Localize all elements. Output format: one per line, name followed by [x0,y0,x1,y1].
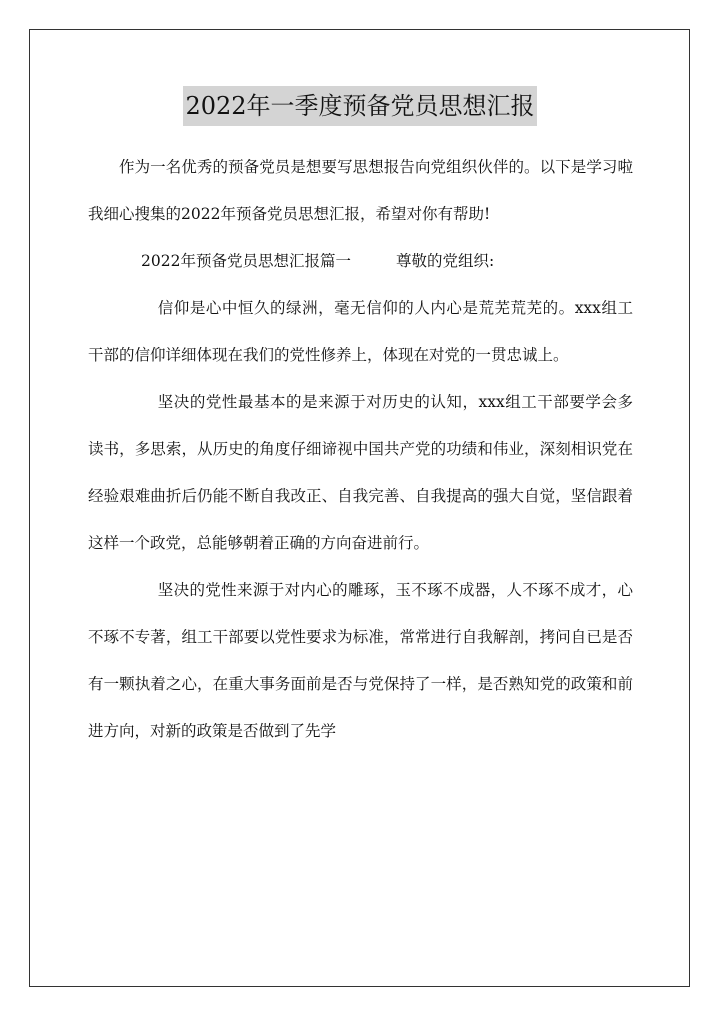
document-title: 2022年一季度预备党员思想汇报 [183,86,536,126]
body-paragraph-1: 信仰是心中恒久的绿洲，毫无信仰的人内心是荒芜荒芜的。xxx组工干部的信仰详细体现在我们的党性修养上，体现在对党的一贯忠诚上。 [88,299,633,364]
body-paragraph-2: 坚决的党性最基本的是来源于对历史的认知，xxx组工干部要学会多读书，多思索，从历史的角度仔细谛视中国共产党的功绩和伟业，深刻相识党在经验艰难曲折后仍能不断自我改正、自我完善、自我提高的强大自觉，坚信跟着这样一个政党，总能够朝着正确的方向奋进前行。 [88,393,633,552]
title-container [0,86,720,126]
document-body [88,144,633,755]
intro-paragraph: 作为一名优秀的预备党员是想要写思想报告向党组织伙伴的。以下是学习啦我细心搜集的2022年预备党员思想汇报，希望对你有帮助! [88,158,633,223]
salutation: 尊敬的党组织: [395,252,495,270]
section-heading-line [88,238,633,285]
section-heading: 2022年预备党员思想汇报篇一 [141,252,351,270]
body-paragraph-3: 坚决的党性来源于对内心的雕琢，玉不琢不成器，人不琢不成才，心不琢不专著，组工干部要以党性要求为标准，常常进行自我解剖，拷问自已是否有一颗执着之心，在重大事务面前是否与党保持了一样，是否熟知党的政策和前进方向，对新的政策是否做到了先学 [88,581,633,740]
